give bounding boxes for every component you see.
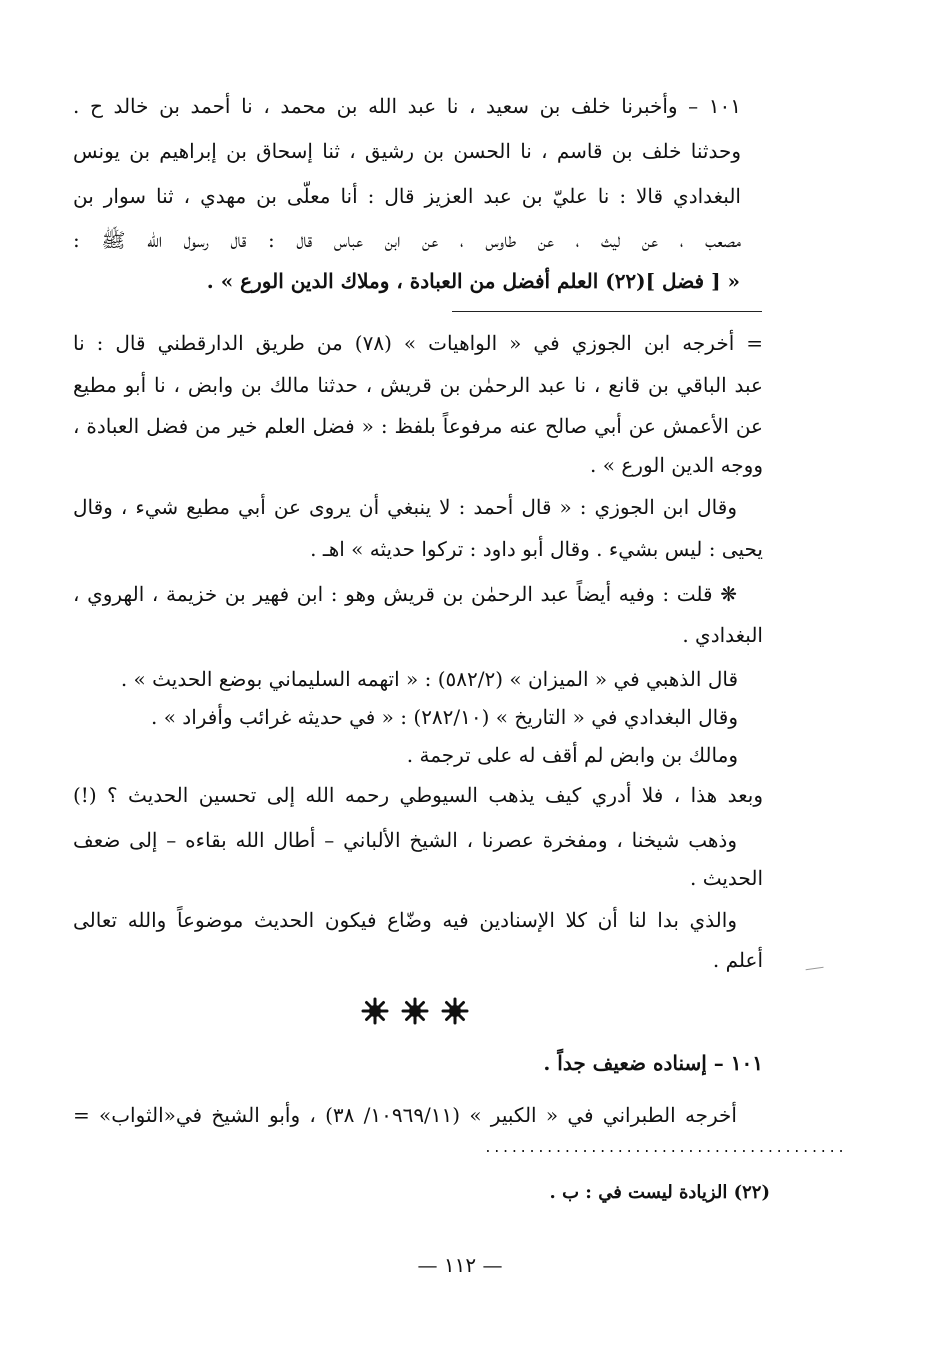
hadith-line-1: ١٠١ – وأخبرنا خلف بن سعيد ، نا عبد الله بن محمد ، نا أحمد بن خالد ح . xyxy=(73,94,741,118)
star-icon xyxy=(440,996,470,1026)
note-line-14: الحديث . xyxy=(690,866,763,890)
note-line-6: يحيى : ليس بشيء . وقال أبو داود : تركوا حديثه » اهـ . xyxy=(310,537,763,561)
dotted-separator: ......................................... xyxy=(484,1141,846,1156)
note-line-1: = أخرجه ابن الجوزي في « الواهيات » (٧٨) من طريق الدارقطني قال : نا xyxy=(73,331,764,355)
section-separator xyxy=(360,996,470,1032)
footnote-divider xyxy=(452,311,762,312)
note-line-16: أعلم . xyxy=(712,948,763,972)
page-number: — ١١٢ — xyxy=(417,1253,503,1277)
note-line-9: قال الذهبي في « الميزان » (٥٨٢/٢) : « اتهمه السليماني بوضع الحديث » . xyxy=(120,667,738,691)
note-line-4: ووجه الدين الورع » . xyxy=(590,453,763,477)
note-101-text: أخرجه الطبراني في « الكبير » (١٠٩٦٩/١١/ ٣٨) ، وأبو الشيخ في«الثواب» = xyxy=(73,1103,737,1127)
note-line-10: وقال البغدادي في « التاريخ » (٢٨٢/١٠) : « في حديثه غرائب وأفراد » . xyxy=(151,705,738,729)
note-line-3: عن الأعمش عن أبي صالح عنه مرفوعاً بلفظ : « فضل العلم خير من فضل العبادة ، xyxy=(73,414,763,438)
note-line-2: عبد الباقي بن قانع ، نا عبد الرحمٰن بن قريش ، حدثنا مالك بن وابض ، نا أبو مطيع xyxy=(73,373,763,397)
hadith-line-3: البغدادي قالا : نا عليّ بن عبد العزيز قال : أنا معلّى بن مهدي ، ثنا سوار بن xyxy=(73,184,741,208)
note-line-15: والذي بدا لنا أن كلا الإسنادين فيه وضّاع فيكون الحديث موضوعاً والله تعالى xyxy=(73,908,737,932)
footnote-22: (٢٢) الزيادة ليست في : ب . xyxy=(549,1182,770,1203)
star-icon xyxy=(400,996,430,1026)
hadith-line-4: مصعب ، عن ليث ، عن طاوس ، عن ابن عباس قال : قال رسول الله ﷺ : xyxy=(73,228,741,252)
note-line-13: وذهب شيخنا ، ومفخرة عصرنا ، الشيخ الألباني – أطال الله بقاءه – إلى ضعف xyxy=(73,828,737,852)
hadith-line-2: وحدثنا خلف بن قاسم ، نا الحسن بن رشيق ، ثنا إسحاق بن إبراهيم بن يونس xyxy=(73,139,741,163)
note-line-8: البغدادي . xyxy=(682,623,763,647)
note-line-5: وقال ابن الجوزي : « قال أحمد : لا ينبغي أن يروى عن أبي مطيع شيء ، وقال xyxy=(73,495,737,519)
note-line-7: ❋ قلت : وفيه أيضاً عبد الرحمٰن بن قريش وهو : ابن فهير بن خزيمة ، الهروي ، xyxy=(73,582,737,606)
note-line-12: وبعد هذا ، فلا أدري كيف يذهب السيوطي رحمه الله إلى تحسين الحديث ؟ (!) xyxy=(73,783,763,807)
note-line-11: ومالك بن وابض لم أقف له على ترجمة . xyxy=(406,743,738,767)
note-101-heading: ١٠١ – إسناده ضعيف جداً . xyxy=(543,1051,763,1075)
star-icon xyxy=(360,996,390,1026)
hadith-matn: « [ فضل ](٢٢) العلم أفضل من العبادة ، وملاك الدين الورع » . xyxy=(206,269,740,293)
scan-artifact xyxy=(806,967,825,976)
